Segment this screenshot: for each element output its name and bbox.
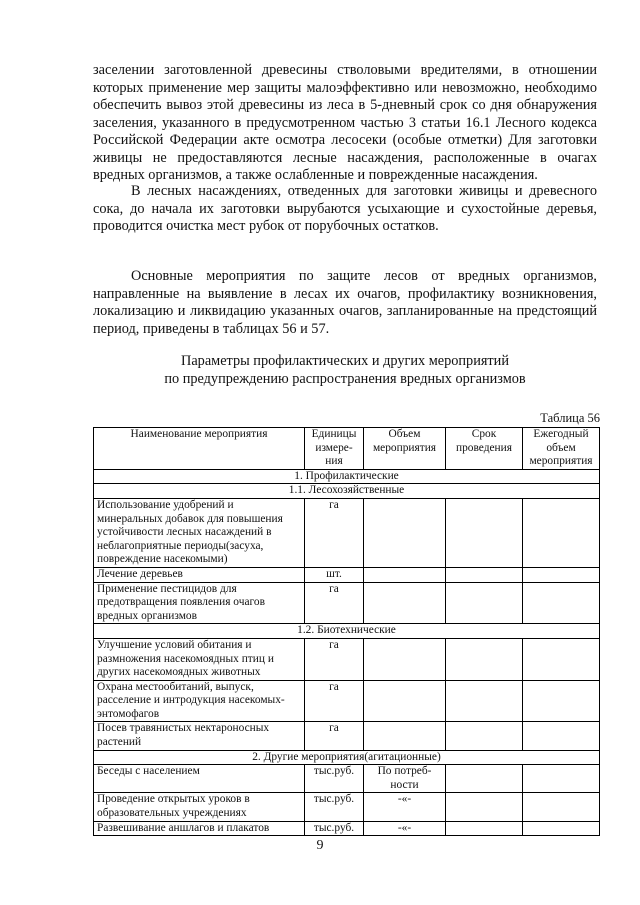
row-volume (364, 638, 446, 680)
row-annual (523, 680, 600, 722)
page-number: 9 (316, 838, 324, 853)
subsection-row (94, 484, 600, 499)
section-1-1-title: 1.1. Лесохозяйственные (94, 484, 600, 499)
row-term (446, 498, 523, 567)
row-volume: -«- (364, 821, 446, 836)
row-name: Проведение открытых уроков в образовательных учреждениях (94, 793, 305, 821)
section-2-title: 2. Другие мероприятия(агитационные) (94, 750, 600, 765)
table-row (94, 765, 600, 793)
row-term (446, 638, 523, 680)
section-row (94, 750, 600, 765)
row-term (446, 582, 523, 624)
row-unit: га (305, 498, 364, 567)
row-term (446, 793, 523, 821)
table-row (94, 498, 600, 567)
row-volume (364, 498, 446, 567)
table-row (94, 567, 600, 582)
row-annual (523, 498, 600, 567)
row-term (446, 680, 523, 722)
row-name: Посев травянистых нектароносных растений (94, 722, 305, 750)
row-name: Применение пестицидов для предотвращения появления очагов вредных организмов (94, 582, 305, 624)
row-term (446, 722, 523, 750)
row-unit: тыс.руб. (305, 821, 364, 836)
row-term (446, 765, 523, 793)
table-number: Таблица 56 (540, 411, 600, 425)
section-1-title: 1. Профилактические (94, 469, 600, 484)
header-term: Срок проведения (446, 428, 523, 470)
row-annual (523, 567, 600, 582)
header-volume: Объем мероприятия (364, 428, 446, 470)
row-unit: га (305, 582, 364, 624)
header-name: Наименование мероприятия (94, 428, 305, 470)
row-annual (523, 793, 600, 821)
row-annual (523, 582, 600, 624)
subsection-row (94, 624, 600, 639)
section-row (94, 469, 600, 484)
table-row (94, 793, 600, 821)
table-row (94, 821, 600, 836)
row-name: Охрана местообитаний, выпуск, расселение и интродукция насекомых-энтомофагов (94, 680, 305, 722)
row-volume (364, 680, 446, 722)
row-unit: га (305, 680, 364, 722)
row-term (446, 821, 523, 836)
row-annual (523, 638, 600, 680)
table-header-row (94, 428, 600, 470)
section-1-2-title: 1.2. Биотехнические (94, 624, 600, 639)
row-unit: га (305, 722, 364, 750)
row-name: Улучшение условий обитания и размножения насекомоядных птиц и других насекомоядных животных (94, 638, 305, 680)
body-paragraph-2: В лесных насаждениях, отведенных для заготовки живицы и древесного сока, до начала их заготовки вырубаются усыхающие и сухостойные деревья, проводится очистка мест рубок от порубочных остатков. (93, 183, 597, 234)
header-annual: Ежегодный объем мероприятия (523, 428, 600, 470)
table-row (94, 638, 600, 680)
row-name: Использование удобрений и минеральных добавок для повышения устойчивости лесных насаждений в неблагоприятные периоды(засуха, повреждение насекомыми) (94, 498, 305, 567)
table-row (94, 582, 600, 624)
body-paragraph-1: заселении заготовленной древесины стволовыми вредителями, в отношении которых применение мер защиты малоэффективно или невозможно, необходимо обеспечить вывоз этой древесины из леса в 5-дневный срок со дня обнаружения заселения, указанного в предусмотренном частью 3 статьи 16.1 Лесного кодекса Российской Федерации акте осмотра лесосеки (особые отметки) Для заготовки живицы не предоставляются лесные насаждения, расположенные в очагах вредных организмов, а также ослабленные и поврежденные насаждения. (93, 62, 597, 183)
table-heading (93, 352, 597, 388)
row-unit: тыс.руб. (305, 765, 364, 793)
row-unit: тыс.руб. (305, 793, 364, 821)
row-annual (523, 722, 600, 750)
row-volume (364, 582, 446, 624)
row-annual (523, 765, 600, 793)
body-paragraph-3: Основные мероприятия по защите лесов от вредных организмов, направленные на выявление в лесах их очагов, профилактику возникновения, локализацию и ликвидацию указанных очагов, запланированные на предстоящий период, приведены в таблицах 56 и 57. (93, 268, 597, 337)
table-heading-line-2: по предупреждению распространения вредных организмов (164, 371, 526, 387)
row-unit: га (305, 638, 364, 680)
table-row (94, 722, 600, 750)
row-volume (364, 722, 446, 750)
table-row (94, 680, 600, 722)
table-heading-line-1: Параметры профилактических и других мероприятий (181, 353, 509, 369)
header-units: Единицы измере-ния (305, 428, 364, 470)
row-name: Лечение деревьев (94, 567, 305, 582)
row-term (446, 567, 523, 582)
row-volume (364, 567, 446, 582)
row-volume: -«- (364, 793, 446, 821)
row-unit: шт. (305, 567, 364, 582)
row-annual (523, 821, 600, 836)
row-name: Беседы с населением (94, 765, 305, 793)
measures-table (93, 427, 600, 836)
row-volume: По потреб-ности (364, 765, 446, 793)
row-name: Развешивание аншлагов и плакатов (94, 821, 305, 836)
